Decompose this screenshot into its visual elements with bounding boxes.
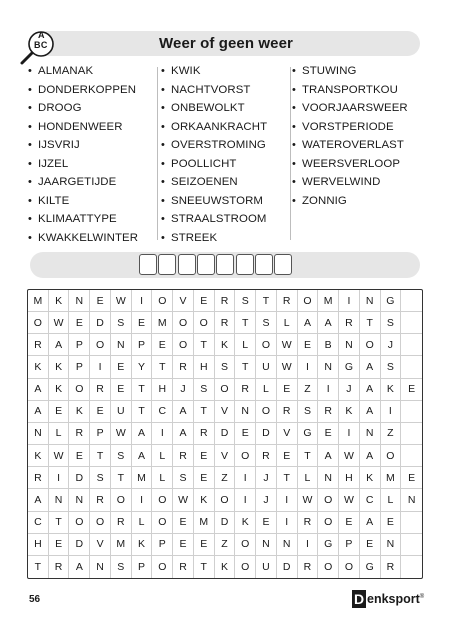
grid-cell[interactable]: N bbox=[318, 356, 339, 378]
grid-cell[interactable]: L bbox=[132, 512, 153, 534]
grid-cell[interactable]: N bbox=[28, 423, 49, 445]
grid-cell[interactable]: A bbox=[69, 556, 90, 578]
grid-cell[interactable]: O bbox=[173, 312, 194, 334]
grid-cell[interactable]: S bbox=[173, 467, 194, 489]
grid-cell[interactable]: P bbox=[132, 556, 153, 578]
grid-cell[interactable]: L bbox=[235, 334, 256, 356]
grid-cell[interactable]: S bbox=[111, 445, 132, 467]
brand-initial: D bbox=[353, 591, 365, 607]
grid-cell[interactable]: L bbox=[256, 379, 277, 401]
grid-cell[interactable]: R bbox=[173, 445, 194, 467]
grid-cell[interactable]: P bbox=[90, 423, 111, 445]
grid-cell[interactable]: U bbox=[256, 556, 277, 578]
word-item: • STRAALSTROOM bbox=[161, 210, 267, 229]
grid-cell[interactable]: U bbox=[256, 356, 277, 378]
grid-cell[interactable]: O bbox=[90, 334, 111, 356]
grid-cell[interactable]: N bbox=[277, 534, 298, 556]
grid-cell[interactable]: N bbox=[339, 334, 360, 356]
grid-cell[interactable]: I bbox=[339, 423, 360, 445]
word-item: • IJZEL bbox=[28, 155, 138, 174]
grid-cell[interactable]: R bbox=[28, 467, 49, 489]
grid-cell[interactable]: O bbox=[215, 379, 236, 401]
grid-cell[interactable]: T bbox=[256, 290, 277, 312]
grid-cell[interactable]: H bbox=[152, 379, 173, 401]
grid-cell[interactable] bbox=[401, 401, 422, 423]
grid-cell[interactable]: Y bbox=[132, 356, 153, 378]
grid-cell[interactable]: S bbox=[298, 401, 319, 423]
grid-cell[interactable]: K bbox=[381, 379, 402, 401]
answer-box[interactable] bbox=[216, 254, 234, 275]
grid-cell[interactable]: E bbox=[194, 534, 215, 556]
grid-cell[interactable]: V bbox=[215, 445, 236, 467]
grid-cell[interactable]: I bbox=[318, 379, 339, 401]
grid-cell[interactable]: L bbox=[381, 489, 402, 511]
grid-cell[interactable]: N bbox=[49, 489, 70, 511]
grid-cell[interactable]: O bbox=[339, 556, 360, 578]
grid-cell[interactable]: A bbox=[360, 512, 381, 534]
grid-cell[interactable]: N bbox=[90, 556, 111, 578]
word-item: • VOORJAARSWEER bbox=[292, 99, 408, 118]
column-divider bbox=[290, 67, 291, 240]
grid-cell[interactable]: O bbox=[235, 445, 256, 467]
grid-cell[interactable]: W bbox=[111, 290, 132, 312]
grid-cell[interactable]: T bbox=[298, 445, 319, 467]
grid-cell[interactable]: O bbox=[69, 512, 90, 534]
answer-box[interactable] bbox=[236, 254, 254, 275]
grid-cell[interactable]: H bbox=[194, 356, 215, 378]
grid-cell[interactable]: W bbox=[277, 356, 298, 378]
grid-cell[interactable]: A bbox=[28, 379, 49, 401]
grid-cell[interactable]: P bbox=[152, 534, 173, 556]
grid-cell[interactable]: S bbox=[256, 312, 277, 334]
grid-cell[interactable]: K bbox=[194, 489, 215, 511]
word-item: • WATEROVERLAST bbox=[292, 136, 408, 155]
page-title: Weer of geen weer bbox=[159, 35, 293, 52]
grid-cell[interactable]: I bbox=[90, 356, 111, 378]
word-column-3 bbox=[292, 62, 408, 210]
column-divider bbox=[157, 67, 158, 240]
grid-cell[interactable]: O bbox=[173, 334, 194, 356]
grid-cell[interactable]: W bbox=[111, 423, 132, 445]
grid-cell[interactable]: J bbox=[256, 467, 277, 489]
grid-cell[interactable]: E bbox=[401, 467, 422, 489]
grid-cell[interactable]: I bbox=[339, 290, 360, 312]
grid-cell[interactable]: S bbox=[194, 379, 215, 401]
brand-name bbox=[367, 592, 424, 606]
grid-cell[interactable]: L bbox=[49, 423, 70, 445]
word-item: • TRANSPORTKOU bbox=[292, 81, 408, 100]
brand-registered-mark: ® bbox=[419, 593, 425, 600]
grid-cell[interactable]: T bbox=[28, 556, 49, 578]
grid-cell[interactable]: O bbox=[318, 489, 339, 511]
grid-cell[interactable]: S bbox=[215, 356, 236, 378]
word-item: • STUWING bbox=[292, 62, 408, 81]
grid-cell[interactable]: C bbox=[28, 512, 49, 534]
grid-cell[interactable]: T bbox=[277, 467, 298, 489]
word-item: • DONDERKOPPEN bbox=[28, 81, 138, 100]
grid-cell[interactable]: D bbox=[69, 534, 90, 556]
grid-cell[interactable]: I bbox=[235, 467, 256, 489]
grid-cell[interactable]: K bbox=[215, 334, 236, 356]
grid-cell[interactable]: K bbox=[49, 356, 70, 378]
word-item: • SEIZOENEN bbox=[161, 173, 267, 192]
grid-cell[interactable]: A bbox=[132, 445, 153, 467]
grid-cell[interactable]: I bbox=[132, 489, 153, 511]
grid-cell[interactable]: R bbox=[69, 423, 90, 445]
grid-cell[interactable]: V bbox=[90, 534, 111, 556]
grid-cell[interactable]: E bbox=[235, 423, 256, 445]
grid-cell[interactable]: Z bbox=[215, 467, 236, 489]
grid-cell[interactable]: E bbox=[298, 334, 319, 356]
grid-cell[interactable]: M bbox=[132, 467, 153, 489]
word-item: • KWAKKELWINTER bbox=[28, 229, 138, 248]
grid-cell[interactable]: T bbox=[90, 445, 111, 467]
grid-cell[interactable] bbox=[401, 512, 422, 534]
grid-cell[interactable]: A bbox=[318, 312, 339, 334]
grid-cell[interactable]: O bbox=[28, 312, 49, 334]
grid-cell[interactable]: S bbox=[381, 356, 402, 378]
grid-cell[interactable]: R bbox=[318, 401, 339, 423]
grid-cell[interactable]: M bbox=[381, 467, 402, 489]
icon-letter-a: A bbox=[38, 30, 45, 40]
grid-cell[interactable]: E bbox=[381, 512, 402, 534]
grid-cell[interactable]: O bbox=[152, 489, 173, 511]
grid-cell[interactable]: A bbox=[28, 401, 49, 423]
grid-cell[interactable]: J bbox=[173, 379, 194, 401]
word-item: • NACHTVORST bbox=[161, 81, 267, 100]
grid-cell[interactable]: S bbox=[90, 467, 111, 489]
grid-cell[interactable]: E bbox=[132, 312, 153, 334]
grid-cell[interactable]: L bbox=[298, 467, 319, 489]
grid-cell[interactable]: E bbox=[318, 423, 339, 445]
grid-cell[interactable]: E bbox=[277, 445, 298, 467]
grid-cell[interactable]: K bbox=[339, 401, 360, 423]
grid-cell[interactable]: R bbox=[28, 334, 49, 356]
grid-cell[interactable]: N bbox=[256, 534, 277, 556]
grid-cell[interactable]: O bbox=[256, 334, 277, 356]
grid-cell[interactable]: R bbox=[111, 512, 132, 534]
grid-cell[interactable]: E bbox=[360, 534, 381, 556]
word-item: • STREEK bbox=[161, 229, 267, 248]
answer-box[interactable] bbox=[197, 254, 215, 275]
grid-cell[interactable]: I bbox=[235, 489, 256, 511]
grid-cell[interactable]: S bbox=[381, 312, 402, 334]
grid-cell[interactable]: T bbox=[235, 312, 256, 334]
grid-cell[interactable]: H bbox=[339, 467, 360, 489]
grid-cell[interactable]: E bbox=[69, 445, 90, 467]
grid-cell[interactable]: O bbox=[215, 489, 236, 511]
answer-box[interactable] bbox=[274, 254, 292, 275]
word-column-2 bbox=[161, 62, 267, 247]
grid-cell[interactable]: A bbox=[360, 445, 381, 467]
grid-cell[interactable]: L bbox=[152, 467, 173, 489]
grid-cell[interactable]: D bbox=[256, 423, 277, 445]
grid-cell[interactable]: R bbox=[173, 556, 194, 578]
grid-cell[interactable]: V bbox=[173, 290, 194, 312]
grid-cell[interactable]: N bbox=[401, 489, 422, 511]
grid-cell[interactable]: R bbox=[90, 489, 111, 511]
grid-cell[interactable]: T bbox=[111, 467, 132, 489]
grid-cell[interactable]: A bbox=[49, 334, 70, 356]
grid-cell[interactable]: S bbox=[111, 312, 132, 334]
grid-cell[interactable] bbox=[401, 423, 422, 445]
grid-cell[interactable]: K bbox=[132, 534, 153, 556]
grid-cell[interactable]: E bbox=[152, 334, 173, 356]
grid-cell[interactable]: I bbox=[277, 512, 298, 534]
grid-cell[interactable]: R bbox=[381, 556, 402, 578]
grid-cell[interactable]: C bbox=[152, 401, 173, 423]
grid-cell[interactable]: T bbox=[132, 379, 153, 401]
grid-cell[interactable]: N bbox=[69, 290, 90, 312]
word-item: • ORKAANKRACHT bbox=[161, 118, 267, 137]
grid-cell[interactable]: E bbox=[69, 312, 90, 334]
grid-cell[interactable]: E bbox=[339, 512, 360, 534]
grid-cell[interactable]: I bbox=[277, 489, 298, 511]
word-item: • VORSTPERIODE bbox=[292, 118, 408, 137]
grid-cell[interactable]: O bbox=[256, 401, 277, 423]
grid-cell[interactable]: G bbox=[318, 534, 339, 556]
word-item: • KILTE bbox=[28, 192, 138, 211]
grid-cell[interactable]: R bbox=[173, 356, 194, 378]
grid-cell[interactable]: O bbox=[194, 312, 215, 334]
grid-cell[interactable]: M bbox=[111, 534, 132, 556]
grid-cell[interactable]: A bbox=[28, 489, 49, 511]
grid-cell[interactable]: N bbox=[318, 467, 339, 489]
grid-cell[interactable]: E bbox=[90, 401, 111, 423]
grid-cell[interactable]: O bbox=[318, 512, 339, 534]
word-item: • WEERSVERLOOP bbox=[292, 155, 408, 174]
word-item: • KWIK bbox=[161, 62, 267, 81]
word-item: • OVERSTROMING bbox=[161, 136, 267, 155]
grid-cell[interactable]: I bbox=[132, 290, 153, 312]
grid-cell[interactable]: J bbox=[381, 334, 402, 356]
grid-cell[interactable]: A bbox=[360, 356, 381, 378]
grid-cell[interactable] bbox=[401, 534, 422, 556]
grid-cell[interactable]: K bbox=[215, 556, 236, 578]
grid-cell[interactable]: O bbox=[298, 290, 319, 312]
word-item: • SNEEUWSTORM bbox=[161, 192, 267, 211]
grid-cell[interactable]: D bbox=[277, 556, 298, 578]
grid-cell[interactable]: V bbox=[277, 423, 298, 445]
grid-cell[interactable]: I bbox=[152, 423, 173, 445]
grid-cell[interactable]: I bbox=[298, 356, 319, 378]
grid-cell[interactable]: C bbox=[360, 489, 381, 511]
grid-cell[interactable]: J bbox=[339, 379, 360, 401]
grid-cell[interactable]: T bbox=[194, 556, 215, 578]
word-item: • ALMANAK bbox=[28, 62, 138, 81]
grid-cell[interactable]: Z bbox=[298, 379, 319, 401]
grid-cell[interactable]: N bbox=[111, 334, 132, 356]
word-item: • IJSVRIJ bbox=[28, 136, 138, 155]
word-item: • KLIMAATTYPE bbox=[28, 210, 138, 229]
grid-cell[interactable]: S bbox=[111, 556, 132, 578]
grid-cell[interactable]: W bbox=[298, 489, 319, 511]
grid-cell[interactable]: T bbox=[152, 356, 173, 378]
grid-cell[interactable]: P bbox=[132, 334, 153, 356]
grid-cell[interactable]: K bbox=[28, 356, 49, 378]
grid-cell[interactable]: R bbox=[215, 312, 236, 334]
grid-cell[interactable] bbox=[401, 556, 422, 578]
page-number: 56 bbox=[29, 594, 41, 605]
grid-cell[interactable]: R bbox=[339, 312, 360, 334]
grid-cell[interactable]: E bbox=[173, 512, 194, 534]
word-item: • DROOG bbox=[28, 99, 138, 118]
grid-cell[interactable]: E bbox=[256, 512, 277, 534]
grid-cell[interactable]: R bbox=[256, 445, 277, 467]
grid-cell[interactable]: N bbox=[360, 290, 381, 312]
grid-cell[interactable]: N bbox=[360, 423, 381, 445]
grid-cell[interactable]: Z bbox=[381, 423, 402, 445]
grid-cell[interactable] bbox=[401, 445, 422, 467]
word-item: • POOLLICHT bbox=[161, 155, 267, 174]
grid-cell[interactable]: R bbox=[49, 556, 70, 578]
grid-cell[interactable]: A bbox=[132, 423, 153, 445]
grid-cell[interactable]: H bbox=[28, 534, 49, 556]
grid-cell[interactable]: E bbox=[194, 445, 215, 467]
word-column-1 bbox=[28, 62, 138, 247]
grid-cell[interactable]: M bbox=[318, 290, 339, 312]
grid-cell[interactable]: R bbox=[298, 556, 319, 578]
grid-cell[interactable]: G bbox=[360, 556, 381, 578]
grid-cell[interactable]: R bbox=[277, 401, 298, 423]
grid-cell[interactable] bbox=[401, 290, 422, 312]
grid-cell[interactable]: E bbox=[173, 534, 194, 556]
grid-cell[interactable]: O bbox=[90, 512, 111, 534]
grid-cell[interactable]: T bbox=[360, 312, 381, 334]
grid-cell[interactable]: P bbox=[69, 334, 90, 356]
grid-cell[interactable]: W bbox=[277, 334, 298, 356]
grid-cell[interactable]: K bbox=[49, 290, 70, 312]
icon-letters-bc: BC bbox=[34, 40, 48, 50]
word-item: • ZONNIG bbox=[292, 192, 408, 211]
grid-cell[interactable]: R bbox=[194, 423, 215, 445]
grid-cell[interactable]: A bbox=[298, 312, 319, 334]
grid-cell[interactable]: K bbox=[69, 401, 90, 423]
grid-cell[interactable]: W bbox=[339, 445, 360, 467]
grid-cell[interactable]: W bbox=[49, 445, 70, 467]
grid-cell[interactable]: W bbox=[339, 489, 360, 511]
brand-name-text: enksport bbox=[367, 592, 420, 606]
grid-cell[interactable]: E bbox=[194, 290, 215, 312]
grid-cell[interactable]: E bbox=[111, 379, 132, 401]
grid-cell[interactable]: W bbox=[49, 312, 70, 334]
grid-cell[interactable]: D bbox=[90, 312, 111, 334]
grid-cell[interactable]: T bbox=[235, 356, 256, 378]
grid-cell[interactable]: O bbox=[235, 534, 256, 556]
grid-cell[interactable]: R bbox=[215, 290, 236, 312]
grid-cell[interactable]: G bbox=[298, 423, 319, 445]
grid-cell[interactable]: E bbox=[90, 290, 111, 312]
grid-cell[interactable]: W bbox=[173, 489, 194, 511]
word-item: • WERVELWIND bbox=[292, 173, 408, 192]
grid-cell[interactable]: N bbox=[381, 534, 402, 556]
grid-cell[interactable]: E bbox=[401, 379, 422, 401]
word-item: • JAARGETIJDE bbox=[28, 173, 138, 192]
answer-box[interactable] bbox=[139, 254, 157, 275]
grid-cell[interactable]: A bbox=[173, 423, 194, 445]
grid-cell[interactable]: O bbox=[360, 334, 381, 356]
grid-cell[interactable]: M bbox=[28, 290, 49, 312]
grid-cell[interactable]: E bbox=[277, 379, 298, 401]
grid-cell[interactable]: R bbox=[298, 512, 319, 534]
grid-cell[interactable]: K bbox=[360, 467, 381, 489]
grid-cell[interactable]: R bbox=[235, 379, 256, 401]
grid-cell[interactable]: O bbox=[69, 379, 90, 401]
word-item: • ONBEWOLKT bbox=[161, 99, 267, 118]
grid-cell[interactable]: K bbox=[49, 379, 70, 401]
grid-cell[interactable]: V bbox=[215, 401, 236, 423]
grid-cell[interactable]: Z bbox=[215, 534, 236, 556]
grid-cell[interactable] bbox=[401, 334, 422, 356]
grid-cell[interactable]: O bbox=[318, 556, 339, 578]
grid-cell[interactable]: J bbox=[256, 489, 277, 511]
grid-cell[interactable]: E bbox=[194, 467, 215, 489]
answer-box[interactable] bbox=[158, 254, 176, 275]
grid-cell[interactable]: G bbox=[381, 290, 402, 312]
grid-cell[interactable] bbox=[401, 356, 422, 378]
grid-cell[interactable]: I bbox=[298, 534, 319, 556]
grid-cell[interactable]: S bbox=[235, 290, 256, 312]
grid-cell[interactable]: R bbox=[90, 379, 111, 401]
grid-cell[interactable]: T bbox=[194, 401, 215, 423]
grid-cell[interactable]: D bbox=[215, 423, 236, 445]
grid-cell[interactable]: O bbox=[152, 512, 173, 534]
grid-cell[interactable]: A bbox=[173, 401, 194, 423]
grid-cell[interactable]: E bbox=[49, 534, 70, 556]
word-item: • HONDENWEER bbox=[28, 118, 138, 137]
grid-cell[interactable]: A bbox=[360, 379, 381, 401]
letter-grid bbox=[27, 289, 423, 579]
grid-cell[interactable]: O bbox=[152, 556, 173, 578]
grid-cell[interactable]: U bbox=[111, 401, 132, 423]
grid-cell[interactable]: D bbox=[215, 512, 236, 534]
grid-cell[interactable]: O bbox=[235, 556, 256, 578]
grid-cell[interactable]: E bbox=[111, 356, 132, 378]
grid-cell[interactable]: M bbox=[194, 512, 215, 534]
grid-cell[interactable]: A bbox=[360, 401, 381, 423]
answer-box[interactable] bbox=[255, 254, 273, 275]
grid-cell[interactable]: N bbox=[235, 401, 256, 423]
grid-cell[interactable]: T bbox=[49, 512, 70, 534]
word-list bbox=[28, 62, 420, 248]
answer-box[interactable] bbox=[178, 254, 196, 275]
grid-cell[interactable]: K bbox=[235, 512, 256, 534]
grid-cell[interactable]: O bbox=[111, 489, 132, 511]
grid-cell[interactable]: P bbox=[69, 356, 90, 378]
grid-cell[interactable]: T bbox=[132, 401, 153, 423]
grid-cell[interactable]: T bbox=[194, 334, 215, 356]
grid-cell[interactable]: O bbox=[381, 445, 402, 467]
grid-cell[interactable]: B bbox=[318, 334, 339, 356]
grid-cell[interactable]: A bbox=[318, 445, 339, 467]
grid-cell[interactable]: R bbox=[277, 290, 298, 312]
grid-cell[interactable]: G bbox=[339, 356, 360, 378]
grid-cell[interactable]: L bbox=[277, 312, 298, 334]
grid-cell[interactable]: I bbox=[49, 467, 70, 489]
grid-cell[interactable]: O bbox=[152, 290, 173, 312]
grid-cell[interactable]: M bbox=[152, 312, 173, 334]
grid-cell[interactable]: L bbox=[152, 445, 173, 467]
grid-cell[interactable] bbox=[401, 312, 422, 334]
grid-cell[interactable]: K bbox=[28, 445, 49, 467]
grid-cell[interactable]: I bbox=[381, 401, 402, 423]
grid-cell[interactable]: P bbox=[339, 534, 360, 556]
grid-cell[interactable]: E bbox=[49, 401, 70, 423]
grid-cell[interactable]: N bbox=[69, 489, 90, 511]
grid-cell[interactable]: D bbox=[69, 467, 90, 489]
